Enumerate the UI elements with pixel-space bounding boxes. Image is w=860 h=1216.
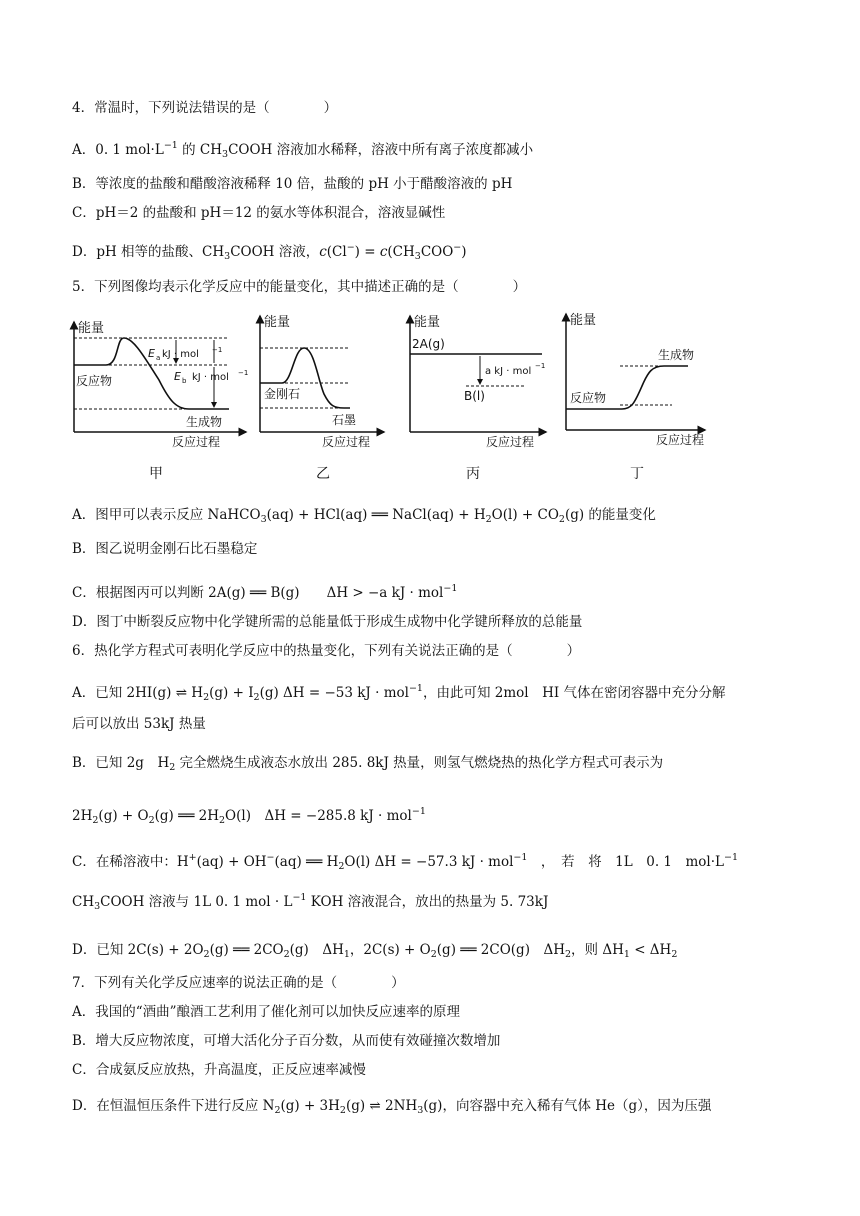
svg-text:生成物: 生成物 <box>186 415 223 429</box>
q7-option-d: D．在恒温恒压条件下进行反应 $N_2(g) + 3H_2(g)$ ⇌ $2NH_3(g)$，向容器中充入稀有气体 He（g），因为压强 <box>72 1098 712 1116</box>
svg-text:B(l): B(l) <box>464 389 485 403</box>
svg-text:kJ · mol: kJ · mol <box>192 372 229 383</box>
q7-option-b: B．增大反应物浓度，可增大活化分子百分数，从而使有效碰撞次数增加 <box>72 1033 501 1049</box>
svg-text:a: a <box>156 354 161 362</box>
svg-text:−1: −1 <box>535 362 546 370</box>
figure-ding <box>560 310 710 454</box>
q6-option-a-line2: 后可以放出 53kJ 热量 <box>72 716 206 732</box>
svg-text:能量: 能量 <box>414 315 441 330</box>
q6-stem: 6．热化学方程式可表明化学反应中的热量变化，下列有关说法正确的是（ ） <box>72 643 581 659</box>
svg-text:b: b <box>182 377 187 385</box>
svg-text:能量: 能量 <box>264 315 291 330</box>
q4-stem: 4．常温时，下列说法错误的是（ ） <box>72 100 338 116</box>
svg-text:kJ · mol: kJ · mol <box>162 349 199 360</box>
q5-option-b: B．图乙说明金刚石比石墨稳定 <box>72 541 258 557</box>
q6-option-a-line1: A．已知 2HI(g) ⇌ $H_2(g) + I_2(g) \Delta H = -53$ kJ · mol$^{-1}$，由此可知 2mol HI 气体在密闭容器中充分分解 <box>72 683 726 703</box>
svg-text:a kJ · mol: a kJ · mol <box>485 366 532 377</box>
svg-text:反应过程: 反应过程 <box>486 435 535 449</box>
svg-text:E: E <box>148 347 155 360</box>
svg-text:−1: −1 <box>212 346 223 354</box>
svg-text:−1: −1 <box>238 369 249 377</box>
caption-bing: 丙 <box>466 466 480 482</box>
svg-text:反应过程: 反应过程 <box>322 435 371 449</box>
q7-option-a: A．我国的“酒曲”酿酒工艺利用了催化剂可以加快反应速率的原理 <box>72 1004 461 1020</box>
q6-option-b-line1: B．已知 2g $H_2$ 完全燃烧生成液态水放出 285. 8kJ 热量，则氢气燃烧热的热化学方程式可表示为 <box>72 755 664 773</box>
q4-option-b: B．等浓度的盐酸和醋酸溶液稀释 10 倍，盐酸的 pH 小于醋酸溶液的 pH <box>72 176 513 192</box>
svg-text:反应物: 反应物 <box>76 374 113 388</box>
figure-jia <box>64 310 254 454</box>
q5-option-a: A．图甲可以表示反应 NaHCO$_3$(aq) + HCl(aq) ══ NaCl(aq) + $H_2O(l) + CO_2(g)$ 的能量变化 <box>72 507 656 525</box>
caption-yi: 乙 <box>316 466 330 482</box>
svg-text:生成物: 生成物 <box>658 348 695 362</box>
q4-option-d: D．pH 相等的盐酸、$CH_3COOH$ 溶液，$c(Cl^-) = c(CH_3COO^-)$ <box>72 242 467 262</box>
svg-text:2A(g): 2A(g) <box>412 337 445 351</box>
q6-option-b-line2: $2H_2(g) + O_2(g)$ ══ $2H_2O(l)$ ΔH = −285.8 kJ · mol$^{-1}$ <box>72 806 426 826</box>
svg-text:石墨: 石墨 <box>332 413 357 427</box>
svg-text:反应过程: 反应过程 <box>172 435 221 449</box>
svg-text:能量: 能量 <box>78 321 105 336</box>
svg-text:金刚石: 金刚石 <box>264 387 301 401</box>
caption-jia: 甲 <box>149 466 163 482</box>
figure-yi <box>252 310 392 454</box>
svg-text:E: E <box>174 370 181 383</box>
q4-option-a: A．0. 1 $mol\cdot L^{-1}$ 的 $CH_3COOH$ 溶液加水稀释，溶液中所有离子浓度都减小 <box>72 140 534 160</box>
svg-text:能量: 能量 <box>570 313 597 328</box>
q6-option-c-line2: $CH_3COOH$ 溶液与 1L 0. 1 mol · $L^{-1}$ KOH 溶液混合，放出的热量为 5. 73kJ <box>72 892 549 912</box>
q4-option-c: C．pH＝2 的盐酸和 pH＝12 的氨水等体积混合，溶液显碱性 <box>72 205 446 221</box>
svg-text:反应物: 反应物 <box>570 391 607 405</box>
q7-stem: 7．下列有关化学反应速率的说法正确的是（ ） <box>72 975 405 991</box>
q7-option-c: C．合成氨反应放热，升高温度，正反应速率减慢 <box>72 1062 366 1078</box>
q5-option-d: D．图丁中断裂反应物中化学键所需的总能量低于形成生成物中化学键所释放的总能量 <box>72 614 583 630</box>
svg-text:反应过程: 反应过程 <box>656 433 705 447</box>
q6-option-d: D．已知 $2C(s) + 2O_2(g)$ ══ $2CO_2(g)$ $\Delta H_1$，$2C(s) + O_2(g)$ ══ 2CO(g) $\Delta H_2$，则 $\Delta H_1 < \Delta H_2$ <box>72 942 678 960</box>
q6-option-c-line1: C．在稀溶液中：H+(aq) + OH−(aq) ══ $H_2O(l) \Delta H = -57.3$ kJ · mol$^{-1}$ ， 若 将 1L 0. 1 $mol\cdot L^{-1}$ <box>72 852 739 872</box>
figure-bing <box>402 310 552 454</box>
q5-stem: 5．下列图像均表示化学反应中的能量变化，其中描述正确的是（ ） <box>72 279 527 295</box>
q5-option-c: C．根据图丙可以判断 2A(g) ══ B(g) ΔH > −a kJ · mol$^{-1}$ <box>72 583 458 601</box>
caption-ding: 丁 <box>630 466 644 482</box>
